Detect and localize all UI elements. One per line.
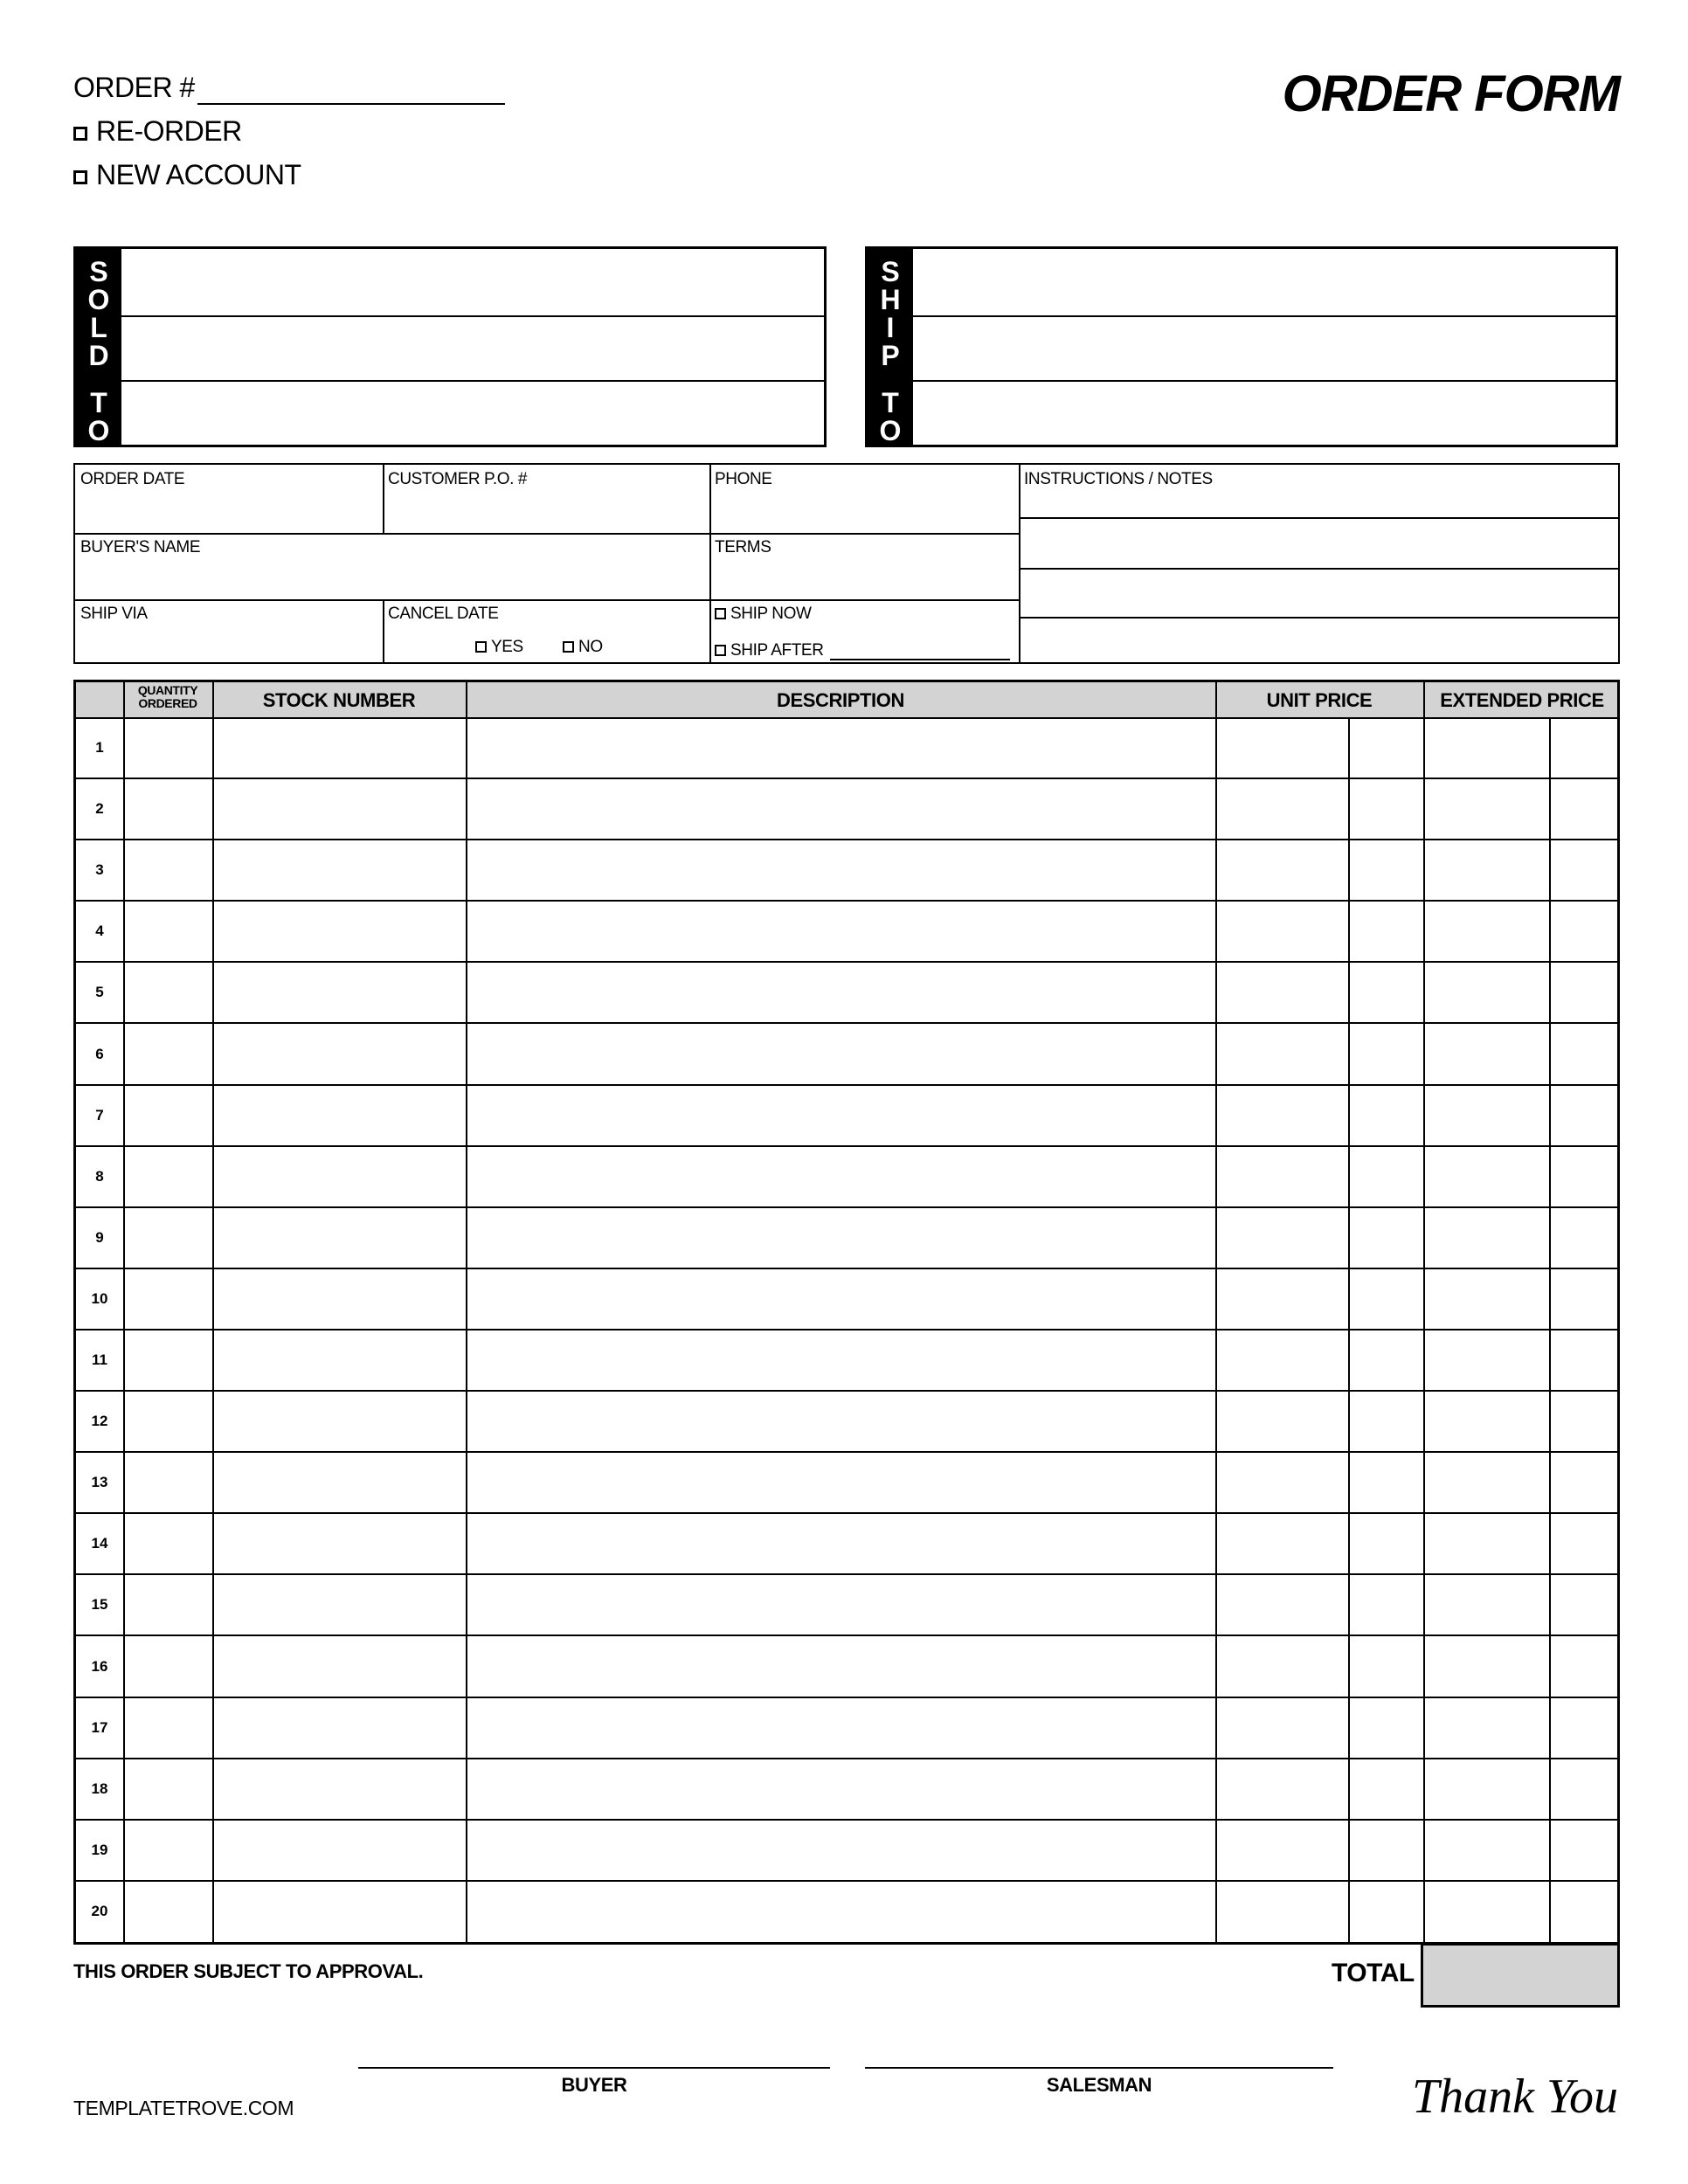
ship-to-box (865, 246, 1618, 447)
terms-label: TERMS (715, 538, 771, 556)
order-number-field[interactable] (197, 103, 505, 105)
order-info-grid (73, 463, 1620, 664)
table-row[interactable] (76, 1452, 1617, 1513)
cancel-no-option[interactable]: NO (563, 638, 603, 657)
table-row[interactable] (76, 1207, 1617, 1268)
table-row[interactable] (76, 1024, 1617, 1085)
customer-po-label: CUSTOMER P.O. # (388, 470, 528, 488)
ship-after-checkbox[interactable] (715, 645, 726, 656)
website-label: TEMPLATETROVE.COM (73, 2097, 294, 2119)
new-account-checkbox[interactable] (73, 170, 87, 184)
row-number: 16 (91, 1657, 108, 1675)
items-table (73, 680, 1620, 1945)
table-row[interactable] (76, 840, 1617, 901)
table-row[interactable] (76, 1697, 1617, 1759)
notes-line-3[interactable] (1019, 617, 1620, 619)
instructions-label: INSTRUCTIONS / NOTES (1024, 470, 1213, 488)
ship-now-checkbox[interactable] (715, 608, 726, 619)
description-header: DESCRIPTION (777, 689, 904, 711)
row-number: 11 (92, 1351, 107, 1369)
table-row[interactable] (76, 1574, 1617, 1635)
sold-to-line-2[interactable] (121, 380, 824, 382)
ship-to-line-1[interactable] (913, 315, 1615, 317)
cancel-date-label: CANCEL DATE (388, 605, 499, 623)
row-number: 5 (95, 984, 104, 1001)
table-row[interactable] (76, 962, 1617, 1023)
table-row[interactable] (76, 1820, 1617, 1881)
sold-to-line-1[interactable] (121, 315, 824, 317)
total-field[interactable] (1421, 1943, 1620, 2008)
row-number: 6 (95, 1045, 104, 1062)
buyers-name-label: BUYER'S NAME (80, 538, 201, 556)
table-row[interactable] (76, 901, 1617, 962)
buyer-label: BUYER (561, 2074, 627, 2096)
total-label: TOTAL (1332, 1959, 1415, 1987)
order-number-label: ORDER # (73, 72, 195, 103)
approval-note: THIS ORDER SUBJECT TO APPROVAL. (73, 1960, 424, 1982)
stock-number-header: STOCK NUMBER (262, 689, 416, 711)
table-row[interactable] (76, 717, 1617, 778)
table-row[interactable] (76, 1881, 1617, 1942)
notes-line-2[interactable] (1019, 568, 1620, 570)
row-number: 2 (95, 800, 104, 818)
ship-after-option[interactable]: SHIP AFTER (715, 641, 824, 660)
table-row[interactable] (76, 1759, 1617, 1820)
new-account-label: NEW ACCOUNT (96, 159, 301, 190)
table-row[interactable] (76, 1636, 1617, 1697)
extended-price-header: EXTENDED PRICE (1440, 689, 1604, 711)
reorder-option[interactable] (73, 115, 242, 148)
quantity-ordered-header: QUANTITY ORDERED (137, 683, 198, 710)
row-number: 17 (91, 1718, 108, 1736)
ship-to-tab: S H I P T O (868, 249, 913, 445)
table-row[interactable] (76, 1268, 1617, 1330)
buyer-signature-line[interactable] (358, 2067, 830, 2069)
cancel-yes-option[interactable]: YES (475, 638, 523, 657)
table-row[interactable] (76, 1146, 1617, 1207)
salesman-label: SALESMAN (1046, 2074, 1152, 2096)
yes-checkbox[interactable] (475, 641, 487, 653)
table-row[interactable] (76, 778, 1617, 840)
reorder-checkbox[interactable] (73, 127, 87, 141)
notes-line-1[interactable] (1019, 517, 1620, 519)
row-number: 7 (95, 1106, 104, 1123)
row-number: 19 (91, 1841, 108, 1858)
row-number: 13 (91, 1474, 108, 1491)
table-row[interactable] (76, 1085, 1617, 1146)
table-row[interactable] (76, 1391, 1617, 1452)
ship-via-label: SHIP VIA (80, 605, 148, 623)
row-number: 15 (91, 1596, 108, 1614)
salesman-signature-line[interactable] (865, 2067, 1333, 2069)
order-date-label: ORDER DATE (80, 470, 185, 488)
thank-you-text: Thank You (1411, 2070, 1618, 2124)
table-row[interactable] (76, 1513, 1617, 1574)
phone-label: PHONE (715, 470, 772, 488)
row-number: 4 (95, 923, 104, 940)
row-number: 12 (91, 1413, 108, 1430)
row-number: 14 (91, 1535, 108, 1552)
no-checkbox[interactable] (563, 641, 574, 653)
sold-to-tab: S O L D T O (76, 249, 121, 445)
reorder-label: RE-ORDER (96, 115, 242, 147)
row-number: 3 (95, 861, 104, 879)
new-account-option[interactable] (73, 159, 301, 191)
form-title: ORDER FORM (1282, 66, 1620, 122)
ship-now-option[interactable]: SHIP NOW (715, 605, 812, 624)
row-number: 1 (95, 739, 104, 757)
ship-after-field[interactable] (830, 659, 1010, 660)
ship-to-line-2[interactable] (913, 380, 1615, 382)
sold-to-box (73, 246, 827, 447)
row-number: 8 (95, 1167, 104, 1185)
table-row[interactable] (76, 1330, 1617, 1391)
row-number: 20 (91, 1902, 108, 1919)
row-number: 10 (91, 1289, 108, 1307)
unit-price-header: UNIT PRICE (1266, 689, 1373, 711)
row-number: 9 (95, 1228, 104, 1246)
row-number: 18 (91, 1780, 108, 1797)
